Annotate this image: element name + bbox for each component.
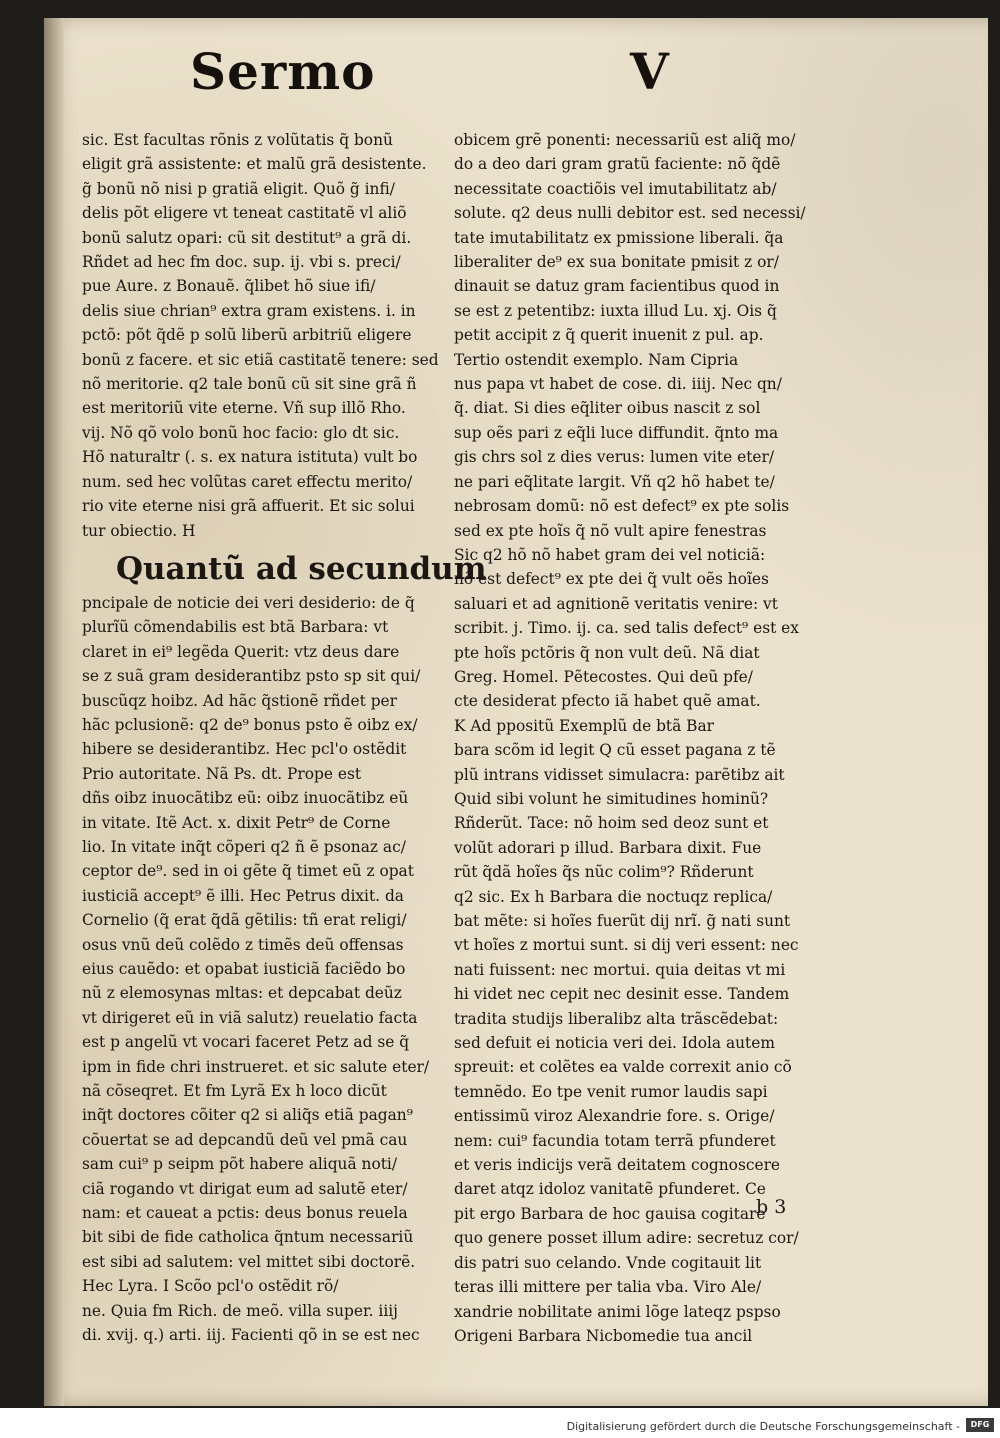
quire-signature: V bbox=[630, 42, 669, 101]
text-line: nõ meritorie. q2 tale bonũ cũ sit sine grã ñ bbox=[82, 375, 417, 394]
dfg-credit-text: Digitalisierung gefördert durch die Deutsche Forschungsgemeinschaft - bbox=[566, 1420, 960, 1433]
text-line: bat mẽte: si hoĩes fuerũt dij nrĩ. g̃ nati sunt bbox=[454, 912, 791, 930]
text-line: Rñderũt. Tace: nõ hoim sed deoz sunt et bbox=[454, 814, 769, 833]
text-line: nõ est defect⁹ ex pte dei q̃ vult oẽs hoĩes bbox=[454, 570, 769, 589]
text-line: nem: cui⁹ facundia totam terrã pfunderet bbox=[454, 1131, 776, 1150]
text-line: est p angelũ vt vocari faceret Petz ad se q̃ bbox=[82, 1033, 410, 1052]
text-line: nati fuissent: nec mortui. quia deitas vt mi bbox=[454, 960, 786, 979]
text-line: est meritoriũ vite eterne. Vñ sup illõ Rho. bbox=[82, 399, 406, 418]
text-line: inq̃t doctores cõiter q2 si aliq̃s etiã pagan⁹ bbox=[82, 1106, 413, 1125]
text-line: cõuertat se ad depcandũ deũ vel pmã cau bbox=[82, 1130, 408, 1149]
text-line: petit accipit z q̃ querit inuenit z pul. ap. bbox=[454, 326, 764, 345]
right-column bbox=[454, 128, 824, 1348]
text-line: eius cauẽdo: et opabat iusticiã faciẽdo bo bbox=[82, 960, 406, 978]
left-column bbox=[82, 128, 487, 1348]
text-line: delis põt eligere vt teneat castitatẽ vl aliõ bbox=[82, 204, 407, 223]
text-line: volũt adorari p illud. Barbara dixit. Fue bbox=[454, 838, 762, 857]
text-line: et veris indicijs verã deitatem cognoscere bbox=[454, 1156, 781, 1175]
text-line: K Ad ppositũ Exemplũ de btã Bar bbox=[454, 716, 715, 735]
text-line: in vitate. Itẽ Act. x. dixit Petr⁹ de Corne bbox=[82, 813, 391, 832]
text-line: nebrosam domũ: nõ est defect⁹ ex pte solis bbox=[454, 497, 790, 516]
text-line: di. xvij. q.) arti. iij. Facienti qõ in se est nec bbox=[82, 1326, 420, 1345]
text-line: gis chrs sol z dies verus: lumen vite eter/ bbox=[454, 448, 775, 467]
text-line: scribit. j. Timo. ij. ca. sed talis defect⁹ est ex bbox=[454, 619, 799, 638]
text-line: se z suã gram desiderantibz psto sp sit qui/ bbox=[82, 667, 421, 686]
text-line: Origeni Barbara Nicbomedie tua ancil bbox=[454, 1326, 753, 1345]
text-line: g̃ bonũ nõ nisi p gratiã eligit. Quõ g̃ infi/ bbox=[82, 179, 395, 198]
section-heading: Quantũ ad secundum bbox=[116, 550, 487, 587]
text-line: Quid sibi volunt he simitudines hominũ? bbox=[454, 789, 769, 808]
text-line: ceptor de⁹. sed in oi gẽte q̃ timet eũ z opat bbox=[82, 862, 414, 881]
text-line: spreuit: et colẽtes ea valde correxit anio cõ bbox=[454, 1058, 792, 1077]
text-line: temnẽdo. Eo tpe venit rumor laudis sapi bbox=[454, 1082, 768, 1101]
text-line: se est z petentibz: iuxta illud Lu. xj. Ois q̃ bbox=[454, 301, 777, 320]
text-line: vt dirigeret eũ in viã salutz) reuelatio facta bbox=[82, 1008, 418, 1027]
text-line: nam: et caueat a pctis: deus bonus reuela bbox=[82, 1204, 408, 1223]
text-line: bonũ salutz opari: cũ sit destitut⁹ a grã di. bbox=[82, 228, 412, 247]
text-line: bonũ z facere. et sic etiã castitatẽ tenere: sed bbox=[82, 350, 439, 369]
text-line: iusticiã accept⁹ ẽ illi. Hec Petrus dixit. da bbox=[82, 886, 404, 905]
text-line: plũ intrans vidisset simulacra: parẽtibz ait bbox=[454, 765, 785, 784]
text-line: dinauit se datuz gram facientibus quod in bbox=[454, 277, 780, 296]
text-line: buscũqz hoibz. Ad hãc q̃stionẽ rñdet per bbox=[82, 691, 398, 710]
text-line: bit sibi de fide catholica q̃ntum necessariũ bbox=[82, 1228, 414, 1247]
text-line: lio. In vitate inq̃t cõperi q2 ñ ẽ psonaz ac/ bbox=[82, 837, 406, 856]
text-line: osus vnũ deũ colẽdo z timẽs deũ offensas bbox=[82, 935, 404, 954]
text-line: Prio autoritate. Nã Ps. dt. Prope est bbox=[82, 764, 362, 783]
text-line: dis patri suo celando. Vnde cogitauit lit bbox=[454, 1253, 762, 1272]
text-line: hãc pclusionẽ: q2 de⁹ bonus psto ẽ oibz ex/ bbox=[82, 715, 418, 734]
text-line: pit ergo Barbara de hoc gauisa cogitare bbox=[454, 1204, 766, 1223]
text-line: est sibi ad salutem: vel mittet sibi doctorẽ. bbox=[82, 1252, 416, 1271]
text-line: liberaliter de⁹ ex sua bonitate pmisit z or/ bbox=[454, 253, 779, 272]
text-line: eligit grã assistente: et malũ grã desistente. bbox=[82, 155, 427, 174]
text-line: sed defuit ei noticia veri dei. Idola autem bbox=[454, 1034, 775, 1053]
text-line: ipm in fide chri instrueret. et sic salute eter/ bbox=[82, 1057, 430, 1076]
text-line: quo genere posset illum adire: secretuz cor/ bbox=[454, 1229, 799, 1248]
text-line: ciã rogando vt dirigat eum ad salutẽ eter/ bbox=[82, 1179, 408, 1198]
text-line: tradita studijs liberalibz alta trãscẽdebat: bbox=[454, 1009, 779, 1028]
text-line: Tertio ostendit exemplo. Nam Cipria bbox=[454, 350, 739, 369]
text-line: Greg. Homel. Pẽtecostes. Qui deũ pfe/ bbox=[454, 667, 753, 686]
text-line: xandrie nobilitate animi lõge lateqz pspso bbox=[454, 1302, 781, 1321]
dfg-logo: DFG bbox=[966, 1418, 994, 1432]
text-line: daret atqz idoloz vanitatẽ pfunderet. Ce bbox=[454, 1180, 766, 1199]
text-line: q̃. diat. Si dies eq̃liter oibus nascit z sol bbox=[454, 399, 761, 418]
text-line: q2 sic. Ex h Barbara die noctuqz replica/ bbox=[454, 887, 773, 906]
text-line: nã cõseqret. Et fm Lyrã Ex h loco dicũt bbox=[82, 1082, 387, 1101]
text-line: dñs oibz inuocãtibz eũ: oibz inuocãtibz eũ bbox=[82, 789, 409, 808]
text-line: ne pari eq̃litate largit. Vñ q2 hõ habet te/ bbox=[454, 472, 775, 491]
text-line: bara scõm id legit Q cũ esset pagana z tẽ bbox=[454, 741, 776, 760]
text-line: ne. Quia fm Rich. de meõ. villa super. iiij bbox=[82, 1301, 398, 1320]
text-line: teras illi mittere per talia vba. Viro Ale/ bbox=[454, 1278, 762, 1297]
text-line: sup oẽs pari z eq̃li luce diffundit. q̃nto ma bbox=[454, 423, 779, 442]
text-line: rũt q̃dã hoĩes q̃s nũc colim⁹? Rñderunt bbox=[454, 863, 754, 882]
text-line: claret in ei⁹ legẽda Querit: vtz deus dare bbox=[82, 642, 400, 661]
text-line: vt hoĩes z mortui sunt. si dij veri essent: nec bbox=[454, 936, 799, 955]
text-line: hi videt nec cepit nec desinit esse. Tandem bbox=[454, 985, 790, 1004]
text-line: pue Aure. z Bonauẽ. q̃libet hõ siue ifi/ bbox=[82, 277, 376, 296]
text-line: hibere se desiderantibz. Hec pcl'o ostẽdit bbox=[82, 740, 407, 759]
text-line: Sic q2 hõ nõ habet gram dei vel noticiã: bbox=[454, 545, 766, 564]
text-line: num. sed hec volũtas caret effectu merito/ bbox=[82, 472, 413, 491]
text-line: saluari et ad agnitionẽ veritatis venire: vt bbox=[454, 594, 778, 613]
signature-mark: b 3 bbox=[756, 1196, 787, 1218]
text-line: nus papa vt habet de cose. di. iiij. Nec qn/ bbox=[454, 375, 782, 394]
text-line: solute. q2 deus nulli debitor est. sed necessi/ bbox=[454, 204, 806, 223]
text-line: Rñdet ad hec fm doc. sup. ij. vbi s. preci/ bbox=[82, 253, 401, 272]
text-line: sed ex pte hoĩs q̃ nõ vult apire fenestras bbox=[454, 521, 767, 540]
text-line: pncipale de noticie dei veri desiderio: de q̃ bbox=[82, 593, 415, 612]
text-line: entissimũ viroz Alexandrie fore. s. Orige/ bbox=[454, 1107, 775, 1126]
text-line: Cornelio (q̃ erat q̃dã gẽtilis: tñ erat religi/ bbox=[82, 911, 407, 930]
text-line: rio vite eterne nisi grã affuerit. Et sic solui bbox=[82, 497, 415, 516]
text-line: Hõ naturaltr (. s. ex natura istituta) vult bo bbox=[82, 448, 418, 467]
text-line: pte hoĩs pctõris q̃ non vult deũ. Nã diat bbox=[454, 643, 760, 662]
text-line: sic. Est facultas rõnis z volũtatis q̃ bonũ bbox=[82, 131, 393, 149]
text-line: nũ z elemosynas mltas: et depcabat deũz bbox=[82, 984, 402, 1003]
text-line: do a deo dari gram gratũ faciente: nõ q̃dẽ bbox=[454, 155, 781, 174]
text-line: sam cui⁹ p seipm põt habere aliquã noti/ bbox=[82, 1155, 398, 1174]
text-line: Hec Lyra. I Scõo pcl'o ostẽdit rõ/ bbox=[82, 1277, 339, 1296]
text-line: pctõ: põt q̃dẽ p solũ liberũ arbitriũ eligere bbox=[82, 326, 412, 345]
text-line: delis siue chrian⁹ extra gram existens. i. in bbox=[82, 301, 416, 320]
text-line: vij. Nõ qõ volo bonũ hoc facio: glo dt sic. bbox=[82, 423, 400, 442]
text-line: tate imutabilitatz ex pmissione liberali. q̃a bbox=[454, 228, 784, 247]
text-line: obicem grẽ ponenti: necessariũ est aliq̃ mo/ bbox=[454, 131, 796, 149]
text-line: cte desiderat pfecto iã habet quẽ amat. bbox=[454, 692, 761, 711]
text-line: plurĩũ cõmendabilis est btã Barbara: vt bbox=[82, 618, 389, 637]
text-line: tur obiectio. H bbox=[82, 521, 196, 540]
running-head: Sermo bbox=[190, 42, 376, 101]
page-gutter bbox=[44, 18, 64, 1406]
text-line: necessitate coactiõis vel imutabilitatz ab/ bbox=[454, 179, 777, 198]
